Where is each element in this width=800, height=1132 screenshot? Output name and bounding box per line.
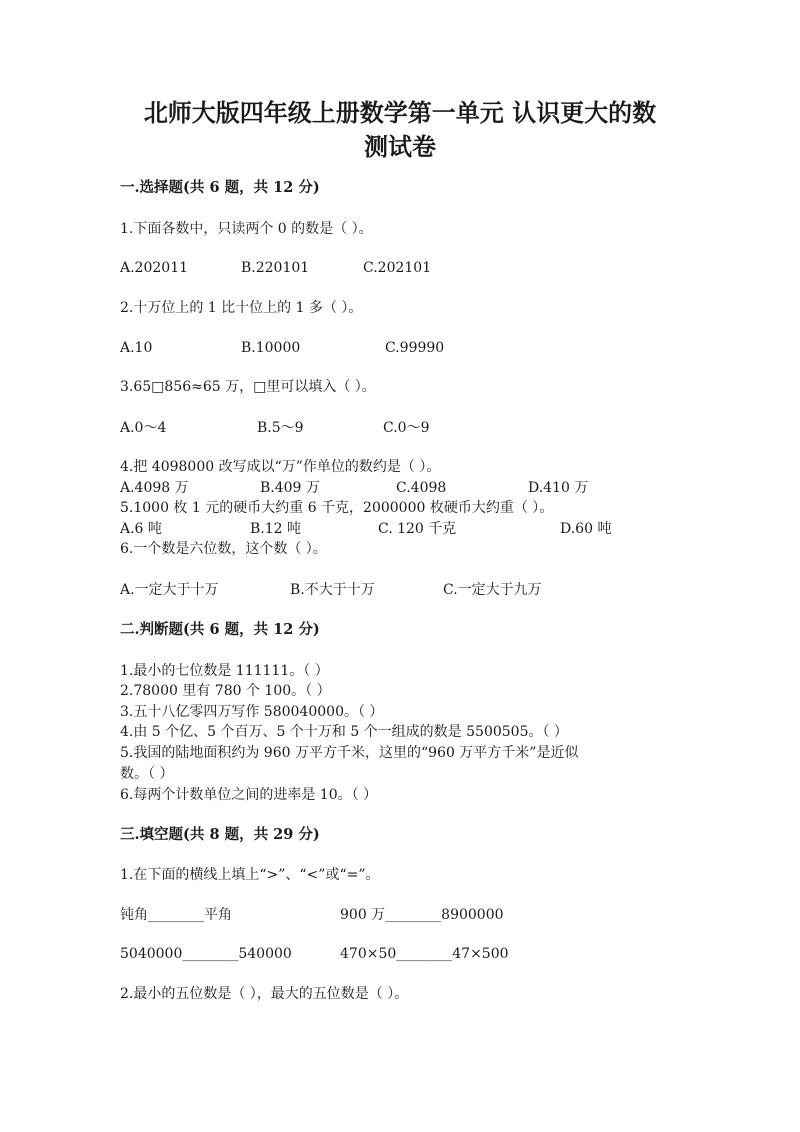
option-b: B.不大于十万	[290, 582, 375, 598]
compare-item-3: 5040000________540000	[120, 946, 292, 962]
document-title-line-1: 北师大版四年级上册数学第一单元 认识更大的数	[143, 98, 657, 127]
judgment-item-3: 3.五十八亿零四万写作 580040000。（ ）	[120, 704, 384, 720]
option-b: B.12 吨	[250, 521, 302, 537]
judgment-item-2: 2.78000 里有 780 个 100。（ ）	[120, 683, 331, 699]
option-c: C.4098	[396, 480, 447, 496]
question-1-5: 5.1000 枚 1 元的硬币大约重 6 千克，2000000 枚硬币大约重（ ）。	[120, 500, 554, 516]
question-1-1: 1.下面各数中，只读两个 0 的数是（ ）。	[120, 221, 373, 237]
option-a: A.10	[120, 340, 153, 356]
option-b: B.10000	[241, 340, 301, 356]
fill-question-1: 1.在下面的横线上填上“>”、“<”或“=”。	[120, 867, 380, 883]
section-heading-judgment: 二.判断题(共 6 题，共 12 分)	[120, 621, 320, 638]
judgment-item-4: 4.由 5 个亿、5 个百万、5 个十万和 5 个一组成的数是 5500505。（ ）	[120, 724, 568, 740]
option-b: B.220101	[241, 260, 310, 276]
option-b: B.409 万	[260, 480, 320, 496]
question-1-6: 6.一个数是六位数，这个数（ ）。	[120, 541, 327, 557]
section-heading-fill-in: 三.填空题(共 8 题，共 29 分)	[120, 826, 320, 843]
option-c: C.99990	[385, 340, 445, 356]
option-c: C.0～9	[383, 420, 430, 436]
compare-item-4: 470×50________47×500	[340, 946, 509, 962]
question-1-4: 4.把 4098000 改写成以“万”作单位的数约是（ ）。	[120, 459, 441, 475]
section-heading-choice: 一.选择题(共 6 题，共 12 分)	[120, 179, 320, 196]
compare-item-2: 900 万________8900000	[340, 907, 504, 923]
option-a: A.一定大于十万	[120, 582, 219, 598]
option-d: D.410 万	[528, 480, 589, 496]
option-a: A.4098 万	[120, 480, 189, 496]
option-c: C.202101	[363, 260, 432, 276]
option-a: A.202011	[120, 260, 189, 276]
option-d: D.60 吨	[560, 521, 612, 537]
judgment-item-1: 1.最小的七位数是 111111。（ ）	[120, 663, 329, 679]
question-1-2: 2.十万位上的 1 比十位上的 1 多（ ）。	[120, 300, 363, 316]
option-b: B.5～9	[257, 420, 304, 436]
fill-question-2: 2.最小的五位数是（ ），最大的五位数是（ ）。	[120, 986, 409, 1002]
option-a: A.0～4	[120, 420, 167, 436]
option-c: C. 120 千克	[378, 521, 457, 537]
option-a: A.6 吨	[120, 521, 162, 537]
question-1-3: 3.65□856≈65 万，□里可以填入（ ）。	[120, 379, 376, 395]
judgment-item-6: 6.每两个计数单位之间的进率是 10。（ ）	[120, 787, 378, 803]
option-c: C.一定大于九万	[443, 582, 542, 598]
compare-item-1: 钝角________平角	[120, 907, 232, 923]
document-title-line-2: 测试卷	[364, 132, 436, 161]
judgment-item-5-continued: 数。（ ）	[120, 766, 174, 782]
judgment-item-5: 5.我国的陆地面积约为 960 万平方千米，这里的“960 万平方千米”是近似	[120, 745, 579, 761]
